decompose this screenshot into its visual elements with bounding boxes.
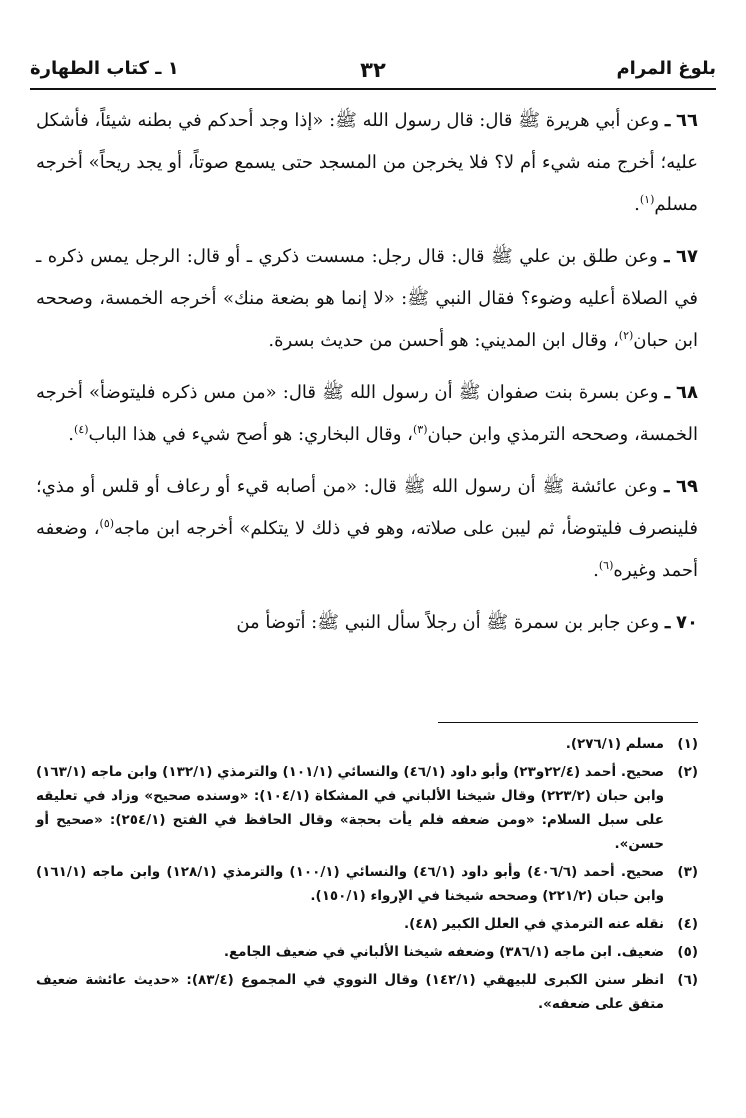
hadith-text: وعن عائشة ﷺ أن رسول الله ﷺ قال: «من أصابه قيء أو رعاف أو قلس أو مذي؛ فلينصرف فليتوضأ، ثم ليبن على صلاته، وهو في ذلك لا يتكلم» أخرجه ابن ماجه — [36, 476, 698, 539]
hadith-text: وعن طلق بن علي ﷺ قال: قال رجل: مسست ذكري ـ أو قال: الرجل يمس ذكره ـ في الصلاة أعليه وضوء؟ فقال النبي ﷺ: «لا إنما هو بضعة منك» أخرجه الخمسة، وصححه ابن حبان — [36, 246, 698, 351]
footnote — [36, 912, 698, 936]
hadith-67: ٦٧ ـ وعن طلق بن علي ﷺ قال: قال رجل: مسست ذكري ـ أو قال: الرجل يمس ذكره ـ في الصلاة أعليه وضوء؟ فقال النبي ﷺ: «لا إنما هو بضعة منك» أخرجه الخمسة، وصححه ابن حبان$^{(٢)}$، وقال ابن المديني: هو أحسن من حديث بسرة. — [36, 246, 698, 351]
hadith-68: ٦٨ ـ وعن بسرة بنت صفوان ﷺ أن رسول الله ﷺ قال: «من مس ذكره فليتوضأ» أخرجه الخمسة، وصححه الترمذي وابن حبان$^{(٣)}$، وقال البخاري: هو أصح شيء في هذا الباب$^{(٤)}$. — [36, 382, 698, 445]
hadith-66: ٦٦ ـ وعن أبي هريرة ﷺ قال: قال رسول الله ﷺ: «إذا وجد أحدكم في بطنه شيئاً، فأشكل عليه؛ أخرج منه شيء أم لا؟ فلا يخرجن من المسجد حتى يسمع صوتاً، أو يجد ريحاً» أخرجه مسلم$^{(١)}$. — [36, 110, 698, 215]
hadith-number: ٦٧ — [676, 246, 698, 267]
hadith-text-tail: . — [634, 194, 640, 215]
footnote-text: انظر سنن الكبرى للبيهقي (١٤٢/١) وقال النووي في المجموع (٨٣/٤): «حديث عائشة ضعيف متفق على ضعفه». — [36, 972, 664, 1012]
footnote — [36, 860, 698, 908]
hadith-text-end: . — [593, 560, 599, 581]
footnote-text: صحيح. أحمد (٢٢/٤و٢٣) وأبو داود (٤٦/١) والنسائي (١٠١/١) والترمذي (١٣٢/١) وابن ماجه (١٦٣/١) وابن حبان (٢٢٣/٢) وقال شيخنا الألباني في المشكاة (١٠٤/١): «وسنده صحيح» وزاد في تعليقه على سبل السلام: «ومن ضعفه فلم يأت بحجة» وقال الحافظ في الفتح (٢٥٤/١): «صحيح أو حسن». — [36, 764, 665, 852]
hadith-text-end: . — [68, 424, 75, 445]
page-number: ٣٢ — [360, 58, 386, 82]
footnote-ref: (٦) — [598, 559, 614, 572]
hadith-number: ٦٨ — [676, 382, 698, 403]
footnote-text: نقله عنه الترمذي في العلل الكبير (٤٨). — [403, 916, 664, 932]
hadith-text-tail: ، وقال ابن المديني: هو أحسن من حديث بسرة. — [268, 330, 619, 351]
hadith-70: ٧٠ ـ وعن جابر بن سمرة ﷺ أن رجلاً سأل النبي ﷺ: أتوضأ من — [236, 612, 698, 633]
chapter-title: ١ ـ كتاب الطهارة — [30, 58, 179, 79]
footnote-number: (٢) — [677, 764, 698, 780]
footnote-number: (٤) — [677, 916, 698, 932]
footnote-divider — [438, 722, 698, 723]
footnote-ref: (٥) — [99, 517, 115, 530]
running-header — [30, 56, 716, 90]
main-text — [36, 100, 698, 654]
footnote-ref: (٤) — [74, 423, 89, 436]
footnote — [36, 760, 698, 856]
hadith-text: وعن أبي هريرة ﷺ قال: قال رسول الله ﷺ: «إذا وجد أحدكم في بطنه شيئاً، فأشكل عليه؛ أخرج منه شيء أم لا؟ فلا يخرجن من المسجد حتى يسمع صوتاً، أو يجد ريحاً» أخرجه مسلم — [36, 110, 698, 215]
footnote-number: (٣) — [677, 864, 698, 880]
footnote-number: (٦) — [677, 972, 698, 988]
book-title: بلوغ المرام — [616, 58, 716, 79]
footnote — [36, 968, 698, 1016]
hadith-text-tail: ، وقال البخاري: هو أصح شيء في هذا الباب — [88, 424, 413, 445]
footnote — [36, 940, 698, 964]
footnote-ref: (١) — [639, 193, 655, 206]
footnote-text: ضعيف. ابن ماجه (٣٨٦/١) وضعفه شيخنا الألباني في ضعيف الجامع. — [223, 944, 664, 960]
hadith-number: ٦٦ — [676, 110, 698, 131]
hadith-text-tail: ، وضعفه أحمد وغيره — [36, 518, 698, 581]
footnote-ref: (٣) — [413, 423, 428, 436]
hadith-number: ٧٠ — [676, 612, 698, 633]
footnote-number: (٥) — [677, 944, 698, 960]
hadith-69: ٦٩ ـ وعن عائشة ﷺ أن رسول الله ﷺ قال: «من أصابه قيء أو رعاف أو قلس أو مذي؛ فلينصرف فليتوضأ، ثم ليبن على صلاته، وهو في ذلك لا يتكلم» أخرجه ابن ماجه$^{(٥)}$، وضعفه أحمد وغيره$^{(٦)}$. — [36, 476, 698, 581]
hadith-text: وعن جابر بن سمرة ﷺ أن رجلاً سأل النبي ﷺ: أتوضأ من — [236, 612, 660, 633]
hadith-number: ٦٩ — [675, 476, 698, 497]
footnote-ref: (٢) — [618, 329, 634, 342]
footnote-text: مسلم (٢٧٦/١). — [565, 736, 664, 752]
hadith-text: وعن بسرة بنت صفوان ﷺ أن رسول الله ﷺ قال: «من مس ذكره فليتوضأ» أخرجه الخمسة، وصححه الترمذي وابن حبان — [36, 382, 698, 445]
footnote — [36, 732, 698, 756]
footnotes — [36, 732, 698, 1020]
footnote-number: (١) — [677, 736, 698, 752]
footnote-text: صحيح. أحمد (٤٠٦/٦) وأبو داود (٤٦/١) والنسائي (١٠٠/١) والترمذي (١٢٨/١) وابن ماجه (١٦١/١) وابن حبان (٢٢١/٢) وصححه شيخنا في الإرواء (١٥٠/١). — [36, 864, 664, 904]
